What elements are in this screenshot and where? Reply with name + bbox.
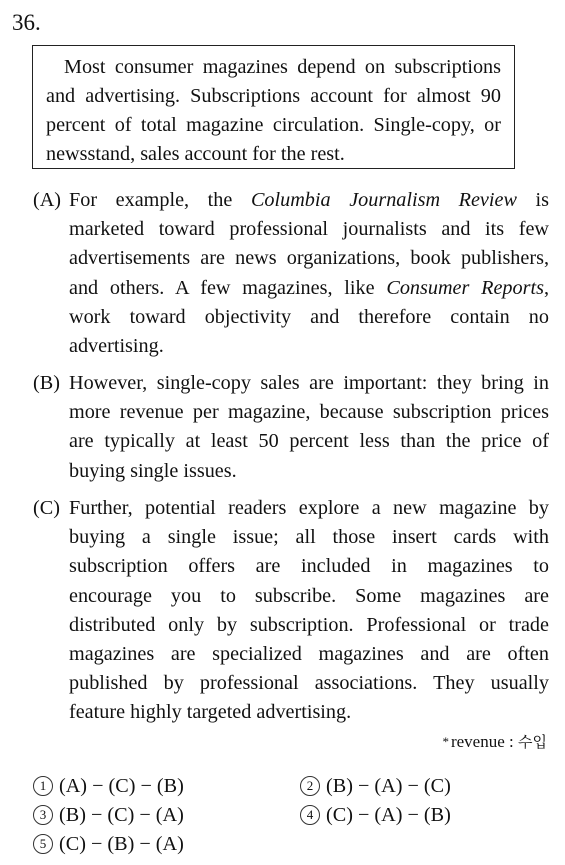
paragraph-a (33, 186, 549, 361)
paragraph-c-label: (C) (33, 497, 60, 519)
paragraph-a-line-4-text: and others. A few magazines, like (69, 276, 387, 299)
choice-number-badge: 5 (33, 834, 53, 854)
paragraph-b-label: (B) (33, 372, 60, 394)
choice-text: (A) − (C) − (B) (59, 775, 184, 797)
question-number: 36. (12, 10, 41, 35)
vocabulary-note (442, 730, 547, 754)
choice-number-badge: 1 (33, 776, 53, 796)
paragraph-a-line-4 (69, 274, 549, 303)
choice-number-badge: 4 (300, 805, 320, 825)
answer-choice-2[interactable] (300, 772, 451, 800)
note-meaning: 수입 (518, 733, 547, 751)
choice-text: (B) − (A) − (C) (326, 775, 451, 797)
paragraph-c-line-1: Further, potential readers explore a new magazine by (69, 497, 549, 519)
paragraph-c (33, 494, 549, 728)
paragraph-a-line-5: work toward objectivity and therefore contain no (69, 305, 549, 328)
choice-text: (C) − (B) − (A) (59, 833, 184, 855)
paragraph-c-line-4: encourage you to subscribe. Some magazines are (69, 584, 549, 607)
paragraph-c-line-2: buying a single issue; all those insert cards with (69, 526, 549, 549)
paragraph-a-line-1-text: For example, the (69, 189, 251, 211)
choice-text: (B) − (C) − (A) (59, 804, 184, 826)
journal-title: Columbia Journalism Review (250, 189, 517, 211)
answer-choice-4[interactable] (300, 801, 451, 829)
paragraph-b (33, 369, 549, 486)
paragraph-a-line-4-end: , (543, 276, 549, 299)
note-word: revenue (450, 732, 505, 751)
choice-number-badge: 2 (300, 776, 320, 796)
paragraph-a-line-1-end: is (516, 189, 550, 211)
note-separator: : (504, 732, 519, 751)
paragraph-c-line-7: published by professional associations. They usually (69, 672, 549, 695)
magazine-title: Consumer Reports (386, 276, 544, 299)
paragraph-a-label: (A) (33, 189, 62, 211)
note-asterisk: * (442, 734, 449, 749)
paragraph-b-line-1: However, single-copy sales are important: they bring in (69, 372, 549, 394)
paragraph-c-line-8: feature highly targeted advertising. (69, 701, 352, 724)
paragraph-c-line-5: distributed only by subscription. Professional or trade (69, 613, 549, 636)
paragraph-c-line-3: subscription offers are included in magazines to (69, 555, 549, 578)
intro-passage-box: Most consumer magazines depend on subscriptions and advertising. Subscriptions account for almost 90 percent of total magazine circulation. Single-copy, or newsstand, sales account for the rest. (32, 45, 515, 169)
paragraph-b-line-2: more revenue per magazine, because subscription prices (69, 401, 549, 424)
paragraph-a-line-3: advertisements are news organizations, book publishers, (69, 247, 549, 270)
paragraph-c-line-6: magazines are specialized magazines and are often (69, 643, 549, 666)
paragraph-a-line-2: marketed toward professional journalists and its few (69, 218, 549, 241)
paragraph-a-line-1 (69, 186, 549, 215)
paragraph-a-line-6: advertising. (69, 335, 164, 358)
answer-choice-1[interactable] (33, 772, 184, 800)
answer-choice-5[interactable] (33, 830, 184, 858)
paragraph-b-line-4: buying single issues. (69, 459, 237, 482)
choice-text: (C) − (A) − (B) (326, 804, 451, 826)
answer-choice-3[interactable] (33, 801, 184, 829)
choice-number-badge: 3 (33, 805, 53, 825)
paragraph-b-line-3: are typically at least 50 percent less than the price of (69, 430, 549, 453)
